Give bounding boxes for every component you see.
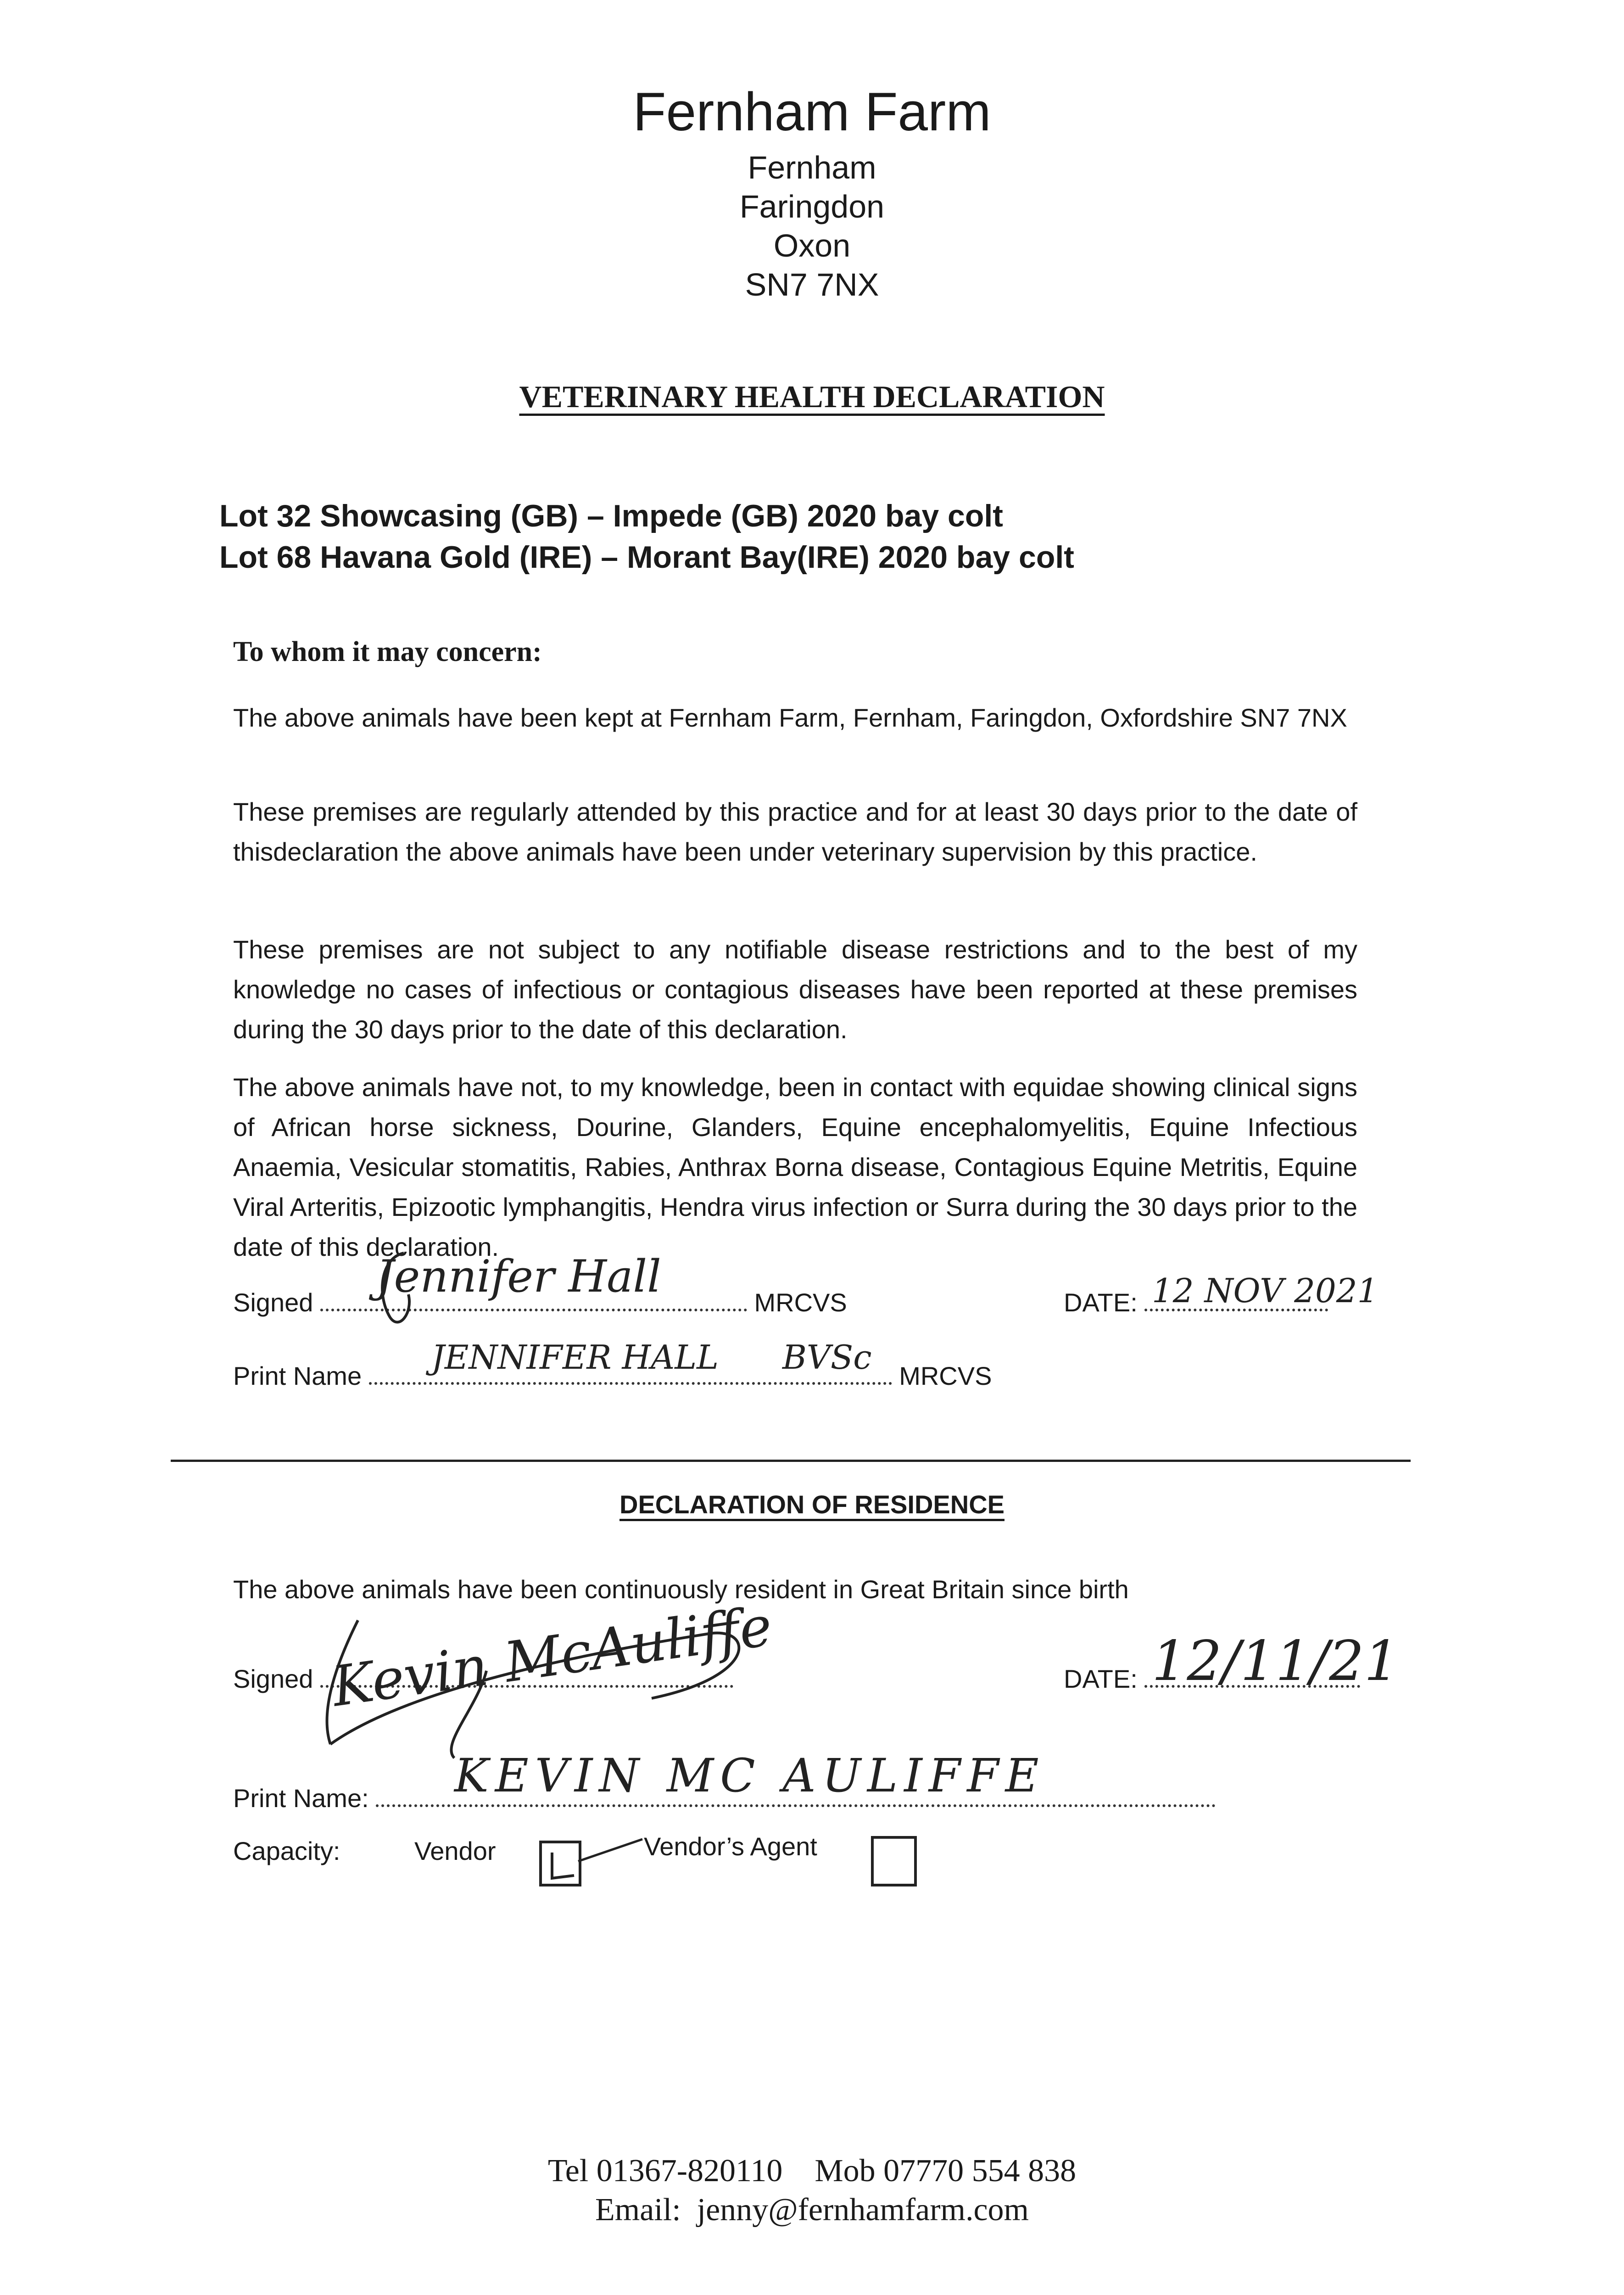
vet-print-name-value: JENNIFER HALL [431, 1338, 719, 1377]
check-mark-icon [542, 1843, 579, 1884]
vet-signed-label: Signed [233, 1288, 313, 1317]
check-mark-tail [574, 1834, 647, 1866]
lot-line: Lot 32 Showcasing (GB) – Impede (GB) 2020 bay colt [219, 498, 1003, 533]
health-declaration-title-row [0, 379, 1624, 415]
vet-signature: Jennifer Hall [376, 1251, 661, 1302]
vendor-date-value: 12/11/21 [1152, 1629, 1399, 1693]
vet-qualification: BVSc [782, 1338, 872, 1377]
vet-print-name-line[interactable] [369, 1382, 892, 1385]
vet-date-value: 12 NOV 2021 [1152, 1271, 1378, 1310]
vendor-signature: Kevin McAuliffe [328, 1594, 776, 1719]
footer-phone: Tel 01367-820110 Mob 07770 554 838 [547, 2153, 1077, 2189]
residence-title-row [0, 1489, 1624, 1519]
address-line: Fernham [748, 150, 876, 185]
capacity-vendor-label: Vendor [414, 1836, 496, 1865]
declaration-paragraph: The above animals have not, to my knowledge, been in contact with equidae showing clinical signs of African horse sickness, Dourine, Glanders, Equine encephalomyelitis, Equine Infectious Anaemia, Vesicular stomatitis, Rabies, Anthrax Borna disease, Contagious Equine Metritis, Equine Viral Arteritis, Epizootic lymphangitis, Hendra virus infection or Surra during the 30 days prior to the date of this declaration. [233, 1073, 1357, 1261]
health-declaration-title: VETERINARY HEALTH DECLARATION [519, 379, 1105, 414]
footer-email: Email: jenny@fernhamfarm.com [595, 2192, 1029, 2228]
section-divider [171, 1460, 1411, 1462]
vendor-print-name-line[interactable] [376, 1804, 1216, 1807]
address-line: Faringdon [739, 189, 885, 224]
vet-mrcvs-suffix: MRCVS [754, 1288, 847, 1317]
capacity-agent-checkbox[interactable] [871, 1836, 917, 1886]
greeting: To whom it may concern: [233, 636, 542, 667]
vendor-signature-flourish [303, 1606, 762, 1763]
vendor-signed-label: Signed [233, 1664, 313, 1693]
vet-print-name-label: Print Name [233, 1361, 362, 1390]
declaration-paragraph: These premises are not subject to any notifiable disease restrictions and to the best of my knowledge no cases of infectious or contagious diseases have been reported at these premises during the 30 days prior to the date of this declaration. [233, 935, 1357, 1044]
farm-name: Fernham Farm [633, 82, 991, 142]
address-line: Oxon [773, 228, 851, 263]
residence-statement: The above animals have been continuously resident in Great Britain since birth [233, 1575, 1129, 1604]
address-line: SN7 7NX [745, 267, 879, 302]
vendor-date-label: DATE: [1064, 1664, 1138, 1693]
capacity-label: Capacity: [233, 1836, 340, 1865]
vet-print-suffix: MRCVS [899, 1361, 992, 1390]
vet-date-label: DATE: [1064, 1288, 1138, 1317]
vendor-print-name-label: Print Name: [233, 1784, 369, 1813]
declaration-paragraph: These premises are regularly attended by this practice and for at least 30 days prior to the date of thisdeclaration the above animals have been under veterinary supervision by this practice. [233, 797, 1357, 866]
vet-signature-flourish [363, 1244, 427, 1336]
residence-title: DECLARATION OF RESIDENCE [619, 1490, 1005, 1519]
vendor-print-name-value: KEVIN MC AULIFFE [454, 1749, 1045, 1802]
lot-line: Lot 68 Havana Gold (IRE) – Morant Bay(IRE) 2020 bay colt [219, 540, 1074, 575]
capacity-agent-label: Vendor’s Agent [644, 1832, 817, 1861]
declaration-paragraph: The above animals have been kept at Fernham Farm, Fernham, Faringdon, Oxfordshire SN7 7NX [233, 703, 1347, 732]
